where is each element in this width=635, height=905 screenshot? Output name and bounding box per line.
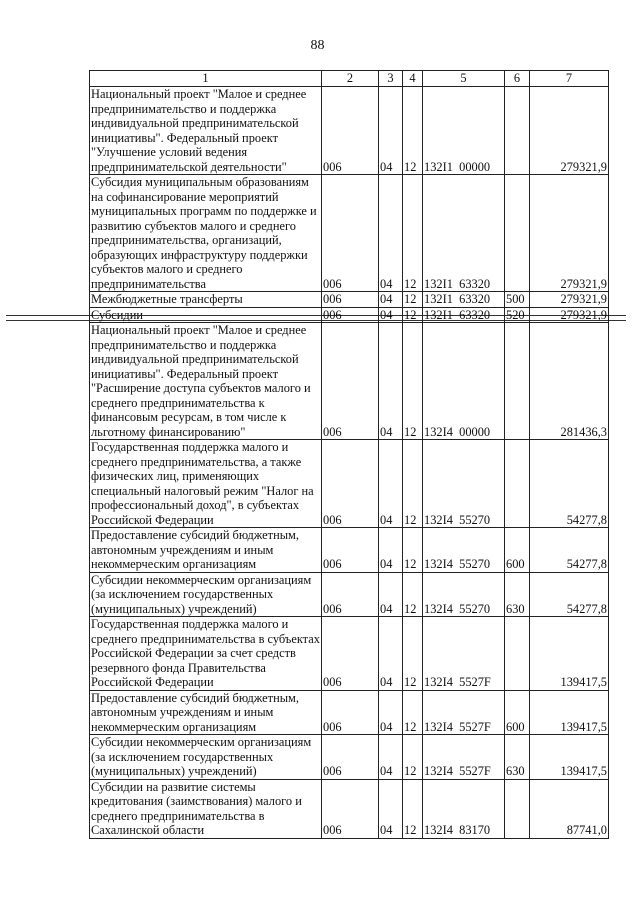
csr-program-code: 132I4 bbox=[424, 823, 453, 837]
row-section-cell: 04 bbox=[379, 175, 403, 292]
csr-program-code: 132I1 bbox=[424, 292, 453, 306]
table-row bbox=[90, 528, 609, 573]
row-vr-cell bbox=[505, 617, 530, 691]
row-grbs-cell: 006 bbox=[322, 87, 379, 175]
row-section-cell: 04 bbox=[379, 779, 403, 838]
table-row bbox=[90, 779, 609, 838]
row-section-cell: 04 bbox=[379, 87, 403, 175]
csr-direction-code: 63320 bbox=[459, 276, 491, 291]
row-section-cell: 04 bbox=[379, 528, 403, 573]
row-grbs-cell: 006 bbox=[322, 307, 379, 323]
row-subsection-cell: 12 bbox=[403, 690, 423, 735]
table-row bbox=[90, 440, 609, 528]
table-row bbox=[90, 175, 609, 292]
header-col-4: 4 bbox=[403, 71, 423, 87]
row-vr-cell: 600 bbox=[505, 528, 530, 573]
row-amount-cell: 54277,8 bbox=[530, 440, 609, 528]
csr-direction-code: 63320 bbox=[459, 307, 491, 322]
table-row bbox=[90, 292, 609, 308]
row-csr-cell bbox=[423, 307, 505, 323]
row-subsection-cell: 12 bbox=[403, 528, 423, 573]
csr-program-code: 132I1 bbox=[424, 276, 453, 291]
row-csr-cell bbox=[423, 440, 505, 528]
row-name-cell: Национальный проект "Малое и среднее предпринимательство и поддержка индивидуальной предпринимательской инициативы". Федеральный проект "Расширение доступа субъектов малого и среднего предпринимательства к финансовым ресурсам, в том числе к льготному финансированию" bbox=[90, 323, 322, 440]
row-csr-cell bbox=[423, 735, 505, 780]
row-section-cell: 04 bbox=[379, 323, 403, 440]
row-name-cell: Национальный проект "Малое и среднее предпринимательство и поддержка индивидуальной предпринимательской инициативы". Федеральный проект "Улучшение условий ведения предпринимательской деятельности" bbox=[90, 87, 322, 175]
row-name-cell: Межбюджетные трансферты bbox=[90, 292, 322, 308]
row-subsection-cell: 12 bbox=[403, 735, 423, 780]
row-grbs-cell: 006 bbox=[322, 323, 379, 440]
row-subsection-cell: 12 bbox=[403, 617, 423, 691]
row-name-cell: Предоставление субсидий бюджетным, автономным учреждениям и иным некоммерческим организациям bbox=[90, 528, 322, 573]
header-col-3: 3 bbox=[379, 71, 403, 87]
row-name-cell: Субсидии некоммерческим организациям (за исключением государственных (муниципальных) учреждений) bbox=[90, 735, 322, 780]
row-grbs-cell: 006 bbox=[322, 617, 379, 691]
row-vr-cell: 600 bbox=[505, 690, 530, 735]
row-name-cell: Государственная поддержка малого и среднего предпринимательства в субъектах Российской Федерации за счет средств резервного фонда Правительства Российской Федерации bbox=[91, 617, 320, 689]
csr-program-code: 132I1 bbox=[424, 159, 453, 174]
table-row bbox=[90, 735, 609, 780]
row-grbs-cell: 006 bbox=[322, 779, 379, 838]
table-row bbox=[90, 617, 609, 691]
csr-program-code: 132I4 bbox=[424, 601, 453, 616]
row-section-cell: 04 bbox=[379, 440, 403, 528]
row-subsection-cell: 12 bbox=[403, 87, 423, 175]
row-subsection-cell: 12 bbox=[403, 292, 423, 308]
csr-program-code: 132I4 bbox=[424, 424, 453, 439]
table-row bbox=[90, 307, 609, 323]
row-vr-cell bbox=[505, 175, 530, 292]
row-grbs-cell: 006 bbox=[322, 735, 379, 780]
header-col-5: 5 bbox=[423, 71, 505, 87]
row-subsection-cell: 12 bbox=[403, 307, 423, 323]
header-col-7: 7 bbox=[530, 71, 609, 87]
row-grbs-cell: 006 bbox=[322, 292, 379, 308]
table-row bbox=[90, 690, 609, 735]
table-body bbox=[90, 87, 609, 839]
row-vr-cell: 520 bbox=[505, 307, 530, 323]
row-subsection-cell: 12 bbox=[403, 175, 423, 292]
row-csr-cell bbox=[423, 528, 505, 573]
row-amount-cell: 139417,5 bbox=[530, 617, 609, 691]
csr-direction-code: 83170 bbox=[459, 823, 491, 837]
csr-direction-code: 55270 bbox=[459, 512, 491, 527]
row-csr-cell bbox=[423, 690, 505, 735]
row-vr-cell: 500 bbox=[505, 292, 530, 308]
row-name-cell: Субсидия муниципальным образованиям на софинансирование мероприятий муниципальных программ по поддержке и развитию субъектов малого и среднего предпринимательства, организаций, образующих инфраструктуру поддержки субъектов малого и среднего предпринимательства bbox=[90, 175, 322, 292]
csr-direction-code: 00000 bbox=[459, 424, 491, 439]
row-vr-cell: 630 bbox=[505, 735, 530, 780]
row-amount-cell: 279321,9 bbox=[530, 87, 609, 175]
row-vr-cell bbox=[505, 440, 530, 528]
page-number: 88 bbox=[310, 38, 325, 53]
row-name-cell: Предоставление субсидий бюджетным, автономным учреждениям и иным некоммерческим организациям bbox=[90, 690, 322, 735]
table-header-row bbox=[90, 71, 609, 87]
row-section-cell: 04 bbox=[379, 617, 403, 691]
row-csr-cell bbox=[423, 572, 505, 617]
row-amount-cell: 87741,0 bbox=[530, 779, 609, 838]
row-amount-cell: 139417,5 bbox=[530, 690, 609, 735]
row-name-cell: Субсидии bbox=[90, 307, 322, 323]
csr-program-code: 132I4 bbox=[424, 675, 453, 689]
row-csr-cell bbox=[423, 323, 505, 440]
csr-direction-code: 5527F bbox=[459, 719, 491, 734]
csr-direction-code: 55270 bbox=[459, 557, 491, 571]
row-amount-cell: 279321,9 bbox=[530, 292, 609, 308]
csr-direction-code: 00000 bbox=[459, 159, 491, 174]
row-subsection-cell: 12 bbox=[403, 572, 423, 617]
row-section-cell: 04 bbox=[379, 572, 403, 617]
row-csr-cell bbox=[423, 87, 505, 175]
row-subsection-cell: 12 bbox=[403, 779, 423, 838]
row-name-cell: Субсидии некоммерческим организациям (за исключением государственных (муниципальных) учреждений) bbox=[90, 572, 322, 617]
row-subsection-cell: 12 bbox=[403, 440, 423, 528]
header-col-6: 6 bbox=[505, 71, 530, 87]
csr-direction-code: 5527F bbox=[459, 764, 491, 778]
table-row bbox=[90, 323, 609, 440]
row-subsection-cell: 12 bbox=[403, 323, 423, 440]
row-csr-cell bbox=[423, 617, 505, 691]
row-vr-cell bbox=[505, 323, 530, 440]
csr-direction-code: 63320 bbox=[459, 292, 491, 306]
csr-program-code: 132I4 bbox=[424, 764, 453, 778]
row-amount-cell: 279321,9 bbox=[530, 175, 609, 292]
csr-program-code: 132I4 bbox=[424, 512, 453, 527]
row-amount-cell: 54277,8 bbox=[530, 528, 609, 573]
header-col-1: 1 bbox=[90, 71, 322, 87]
row-vr-cell bbox=[505, 87, 530, 175]
row-vr-cell bbox=[505, 779, 530, 838]
row-amount-cell: 54277,8 bbox=[530, 572, 609, 617]
row-name-cell: Государственная поддержка малого и среднего предпринимательства, а также физических лиц, применяющих специальный налоговый режим "Налог на профессиональный доход", в субъектах Российской Федерации bbox=[90, 440, 322, 528]
csr-program-code: 132I1 bbox=[424, 307, 453, 322]
row-amount-cell: 279321,9 bbox=[530, 307, 609, 323]
csr-direction-code: 55270 bbox=[459, 601, 491, 616]
row-grbs-cell: 006 bbox=[322, 572, 379, 617]
table-row bbox=[90, 87, 609, 175]
row-vr-cell: 630 bbox=[505, 572, 530, 617]
header-col-2: 2 bbox=[322, 71, 379, 87]
row-csr-cell bbox=[423, 175, 505, 292]
row-section-cell: 04 bbox=[379, 690, 403, 735]
row-section-cell: 04 bbox=[379, 292, 403, 308]
row-section-cell: 04 bbox=[379, 307, 403, 323]
row-grbs-cell: 006 bbox=[322, 175, 379, 292]
row-grbs-cell: 006 bbox=[322, 528, 379, 573]
row-amount-cell: 281436,3 bbox=[530, 323, 609, 440]
row-grbs-cell: 006 bbox=[322, 440, 379, 528]
csr-program-code: 132I4 bbox=[424, 557, 453, 571]
budget-table bbox=[89, 70, 609, 839]
row-grbs-cell: 006 bbox=[322, 690, 379, 735]
csr-direction-code: 5527F bbox=[459, 675, 491, 689]
row-amount-cell: 139417,5 bbox=[530, 735, 609, 780]
row-csr-cell bbox=[423, 292, 505, 308]
row-name-cell: Субсидии на развитие системы кредитования (заимствования) малого и среднего предпринимательства в Сахалинской области bbox=[90, 779, 322, 838]
csr-program-code: 132I4 bbox=[424, 719, 453, 734]
table-row bbox=[90, 572, 609, 617]
row-section-cell: 04 bbox=[379, 735, 403, 780]
row-csr-cell bbox=[423, 779, 505, 838]
